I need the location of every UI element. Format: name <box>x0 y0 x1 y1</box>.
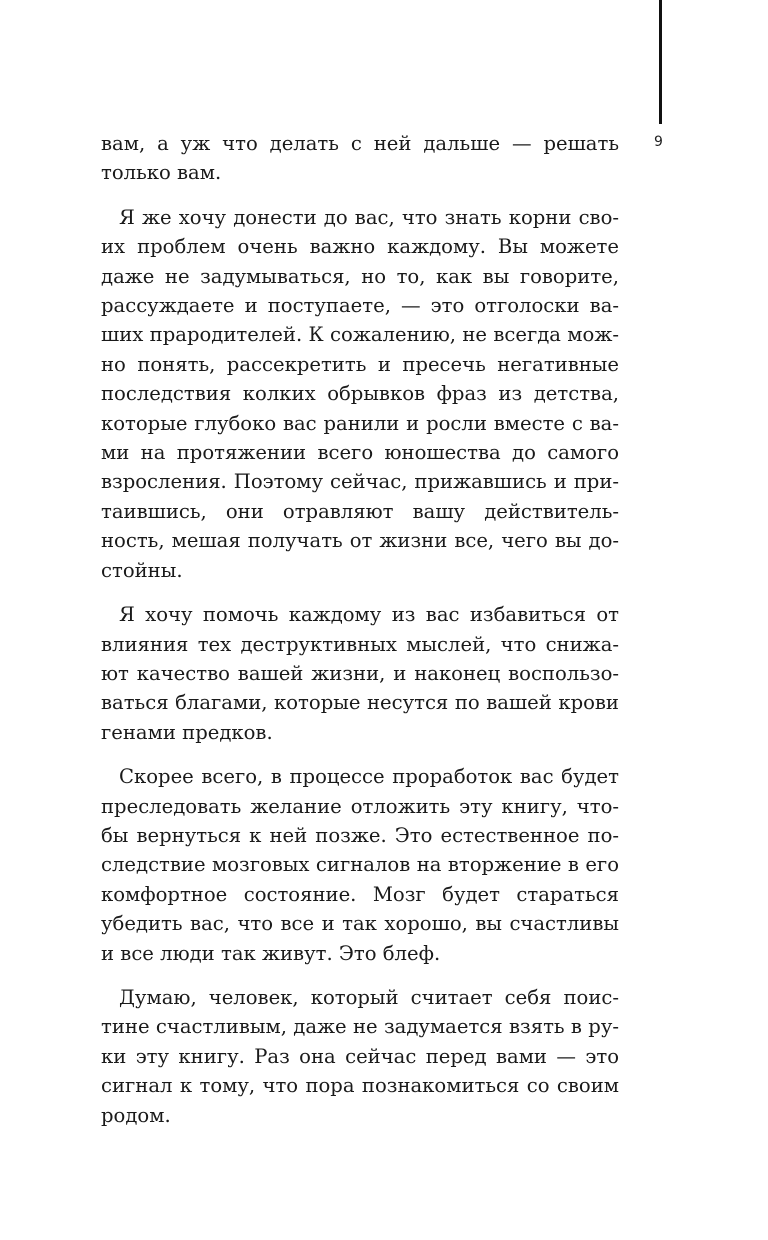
text-line: даже не задумываться, но то, как вы говорите, <box>101 264 619 288</box>
text-line: Я хочу помочь каждому из вас избавиться от <box>119 603 619 627</box>
paragraph <box>101 762 619 968</box>
text-line: бы вернуться к ней позже. Это естественное по- <box>101 823 619 847</box>
text-line: генами предков. <box>101 720 273 744</box>
text-line: преследовать желание отложить эту книгу, что- <box>101 794 619 818</box>
text-line: сигнал к тому, что пора познакомиться со своим <box>101 1074 619 1098</box>
text-line: ки эту книгу. Раз она сейчас перед вами — это <box>101 1044 619 1068</box>
text-line: рассуждаете и поступаете, — это отголоски ва- <box>101 294 619 318</box>
paragraph <box>101 203 619 585</box>
body-text <box>101 129 619 1145</box>
text-line: родом. <box>101 1103 171 1127</box>
text-line: ют качество вашей жизни, и наконец воспользо- <box>101 661 619 685</box>
text-line: Думаю, человек, который считает себя поис- <box>119 985 619 1009</box>
text-line: следствие мозговых сигналов на вторжение в его <box>101 853 619 877</box>
text-line: ваться благами, которые несутся по вашей крови <box>101 691 619 715</box>
text-line: и все люди так живут. Это блеф. <box>101 941 441 965</box>
paragraph <box>101 600 619 747</box>
text-line: Я же хочу донести до вас, что знать корни сво- <box>119 205 619 229</box>
text-line: ших прародителей. К сожалению, не всегда мож- <box>101 323 619 347</box>
text-line: только вам. <box>101 161 222 185</box>
text-line: но понять, рассекретить и пресечь негативные <box>101 352 619 376</box>
text-line: Скорее всего, в процессе проработок вас будет <box>119 765 619 789</box>
page-number: 9 <box>654 134 663 150</box>
text-line: стойны. <box>101 558 183 582</box>
paragraph <box>101 983 619 1130</box>
text-line: ность, мешая получать от жизни все, чего вы до- <box>101 529 619 553</box>
text-line: тине счастливым, даже не задумается взять в ру- <box>101 1015 619 1039</box>
text-line: ми на протяжении всего юношества до самого <box>101 441 619 465</box>
text-line: взросления. Поэтому сейчас, прижавшись и при- <box>101 470 619 494</box>
text-line: вам, а уж что делать с ней дальше — решать <box>101 132 619 155</box>
text-line: последствия колких обрывков фраз из детства, <box>101 382 619 406</box>
text-line: таившись, они отравляют вашу действитель- <box>101 499 619 523</box>
margin-rule <box>659 0 662 124</box>
text-line: убедить вас, что все и так хорошо, вы счастливы <box>101 912 619 936</box>
text-line: которые глубоко вас ранили и росли вместе с ва- <box>101 411 619 435</box>
text-line: влияния тех деструктивных мыслей, что снижа- <box>101 632 619 656</box>
text-line: комфортное состояние. Мозг будет стараться <box>101 882 619 906</box>
text-line: их проблем очень важно каждому. Вы можете <box>101 235 619 259</box>
paragraph <box>101 129 619 188</box>
